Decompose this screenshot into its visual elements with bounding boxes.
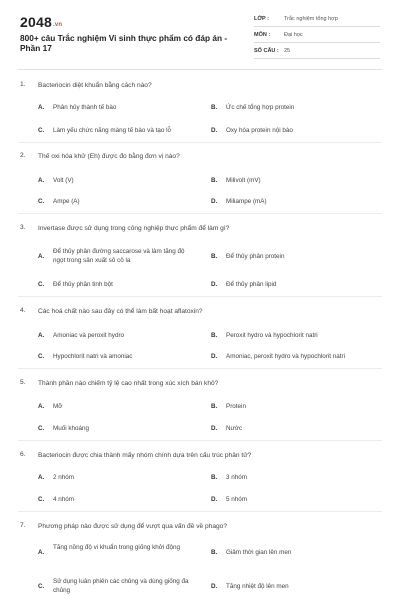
meta-subject-row (254, 30, 380, 43)
meta-count-row (254, 46, 380, 59)
option-text: Tăng nhiệt độ lên men (226, 583, 289, 590)
option-text: Nước (226, 425, 243, 432)
option-letter: C. (38, 198, 45, 205)
option-text: Để thủy phân lipid (226, 281, 277, 288)
option-letter: A. (38, 549, 45, 556)
option-text: Amoniac, peroxit hydro và hypochlorit natri (226, 353, 345, 360)
option-text: Tăng nồng độ vi khuẩn trong giống khởi động (53, 544, 181, 551)
option-letter: C. (38, 496, 45, 503)
meta-count-value: 25 (284, 48, 291, 54)
option-text: Sử dụng luân phiên các chủng và dùng giống đa chủng (53, 578, 189, 594)
question-text: Thế oxi hóa khử (Eh) được đo bằng đơn vị nào? (38, 153, 180, 160)
option-text: Làm yếu chức năng màng tế bào và tạo lỗ (53, 127, 171, 134)
option-letter: A. (38, 177, 45, 184)
option-letter: A. (38, 253, 45, 260)
question-divider (18, 440, 382, 441)
meta-count-label: SỐ CÂU : (254, 48, 279, 54)
question-number: 1. (20, 81, 26, 88)
option-letter: B. (211, 474, 218, 481)
option-text: Ức chế tổng hợp protein (226, 104, 295, 111)
logo-suffix: .vn (52, 22, 63, 28)
option-text: 2 nhóm (53, 474, 75, 481)
question-text: Bacteriocin diệt khuẩn bằng cách nào? (38, 82, 152, 89)
option-text: Muối khoáng (53, 425, 90, 432)
option-text: Protein (226, 403, 246, 410)
option-text: Để thủy phân protein (226, 253, 285, 260)
option-letter: A. (38, 474, 45, 481)
site-logo[interactable] (20, 14, 62, 30)
option-letter: C. (38, 127, 45, 134)
option-letter: D. (211, 281, 218, 288)
question-text: Bacteriocin được chia thành mấy nhóm chính dựa trên cấu trúc phân tử? (38, 452, 252, 459)
option-text: Giảm thời gian lên men (226, 549, 292, 556)
option-letter: B. (211, 253, 218, 260)
meta-subject-label: MÔN : (254, 32, 271, 38)
option-letter: A. (38, 332, 45, 339)
header (0, 0, 400, 72)
option-text: Để thủy phân đường saccarose và làm tăng độ ngọt trong sản xuất sô cô la (53, 248, 185, 264)
option-text: Mỡ (53, 403, 63, 410)
option-text: 3 nhóm (226, 474, 248, 481)
option-letter: D. (211, 127, 218, 134)
option-letter: C. (38, 583, 45, 590)
meta-class-value: Trắc nghiệm tổng hợp (284, 16, 338, 22)
option-letter: B. (211, 177, 218, 184)
option-letter: C. (38, 425, 45, 432)
option-letter: D. (211, 198, 218, 205)
option-text: Để thủy phân tinh bột (53, 281, 113, 288)
option-letter: C. (38, 353, 45, 360)
question-divider (18, 213, 382, 214)
question-divider (18, 296, 382, 297)
option-text: Peroxit hydro và hypochlorit natri (226, 332, 318, 339)
header-divider (18, 69, 382, 70)
meta-class-row (254, 14, 380, 27)
question-divider (18, 511, 382, 512)
question-text: Thành phần nào chiếm tỷ lệ cao nhất trong xúc xích bán khô? (38, 380, 219, 387)
question-number: 7. (20, 522, 26, 529)
option-letter: D. (211, 583, 218, 590)
meta-class-label: LỚP : (254, 16, 269, 22)
question-number: 3. (20, 224, 26, 231)
option-text: Phân hủy thành tế bào (53, 104, 117, 111)
option-letter: D. (211, 425, 218, 432)
option-text: Oxy hóa protein nội bào (226, 127, 293, 134)
question-text: Phương pháp nào được sử dụng để vượt qua vấn đề về phago? (38, 523, 228, 530)
option-text: Hypochlorit natri và amoniac (53, 353, 133, 360)
option-text: Volt (V) (53, 177, 74, 184)
question-number: 5. (20, 379, 26, 386)
logo-text: 2048 (20, 14, 52, 30)
question-number: 6. (20, 451, 26, 458)
option-letter: B. (211, 549, 218, 556)
option-text: Milivolt (mV) (226, 177, 261, 184)
question-divider (18, 142, 382, 143)
document-title: 800+ câu Trắc nghiệm Vi sinh thực phẩm có đáp án - Phần 17 (20, 33, 228, 53)
option-letter: D. (211, 496, 218, 503)
question-number: 4. (20, 307, 26, 314)
option-text: 5 nhóm (226, 496, 248, 503)
option-text: Amoniac và peroxit hydro (53, 332, 125, 339)
option-text: Ampe (A) (53, 198, 80, 205)
option-letter: B. (211, 332, 218, 339)
option-text: Miliampe (mA) (226, 198, 267, 205)
option-letter: A. (38, 403, 45, 410)
option-letter: C. (38, 281, 45, 288)
option-letter: B. (211, 403, 218, 410)
question-text: Các hoá chất nào sau đây có thể làm bất hoạt aflatoxin? (38, 308, 203, 315)
option-letter: B. (211, 104, 218, 111)
option-text: 4 nhóm (53, 496, 75, 503)
meta-subject-value: Đại học (284, 32, 303, 38)
question-number: 2. (20, 152, 26, 159)
option-letter: D. (211, 353, 218, 360)
option-letter: A. (38, 104, 45, 111)
question-divider (18, 368, 382, 369)
question-text: Invertase được sử dụng trong công nghiệp thực phẩm để làm gì? (38, 225, 230, 232)
